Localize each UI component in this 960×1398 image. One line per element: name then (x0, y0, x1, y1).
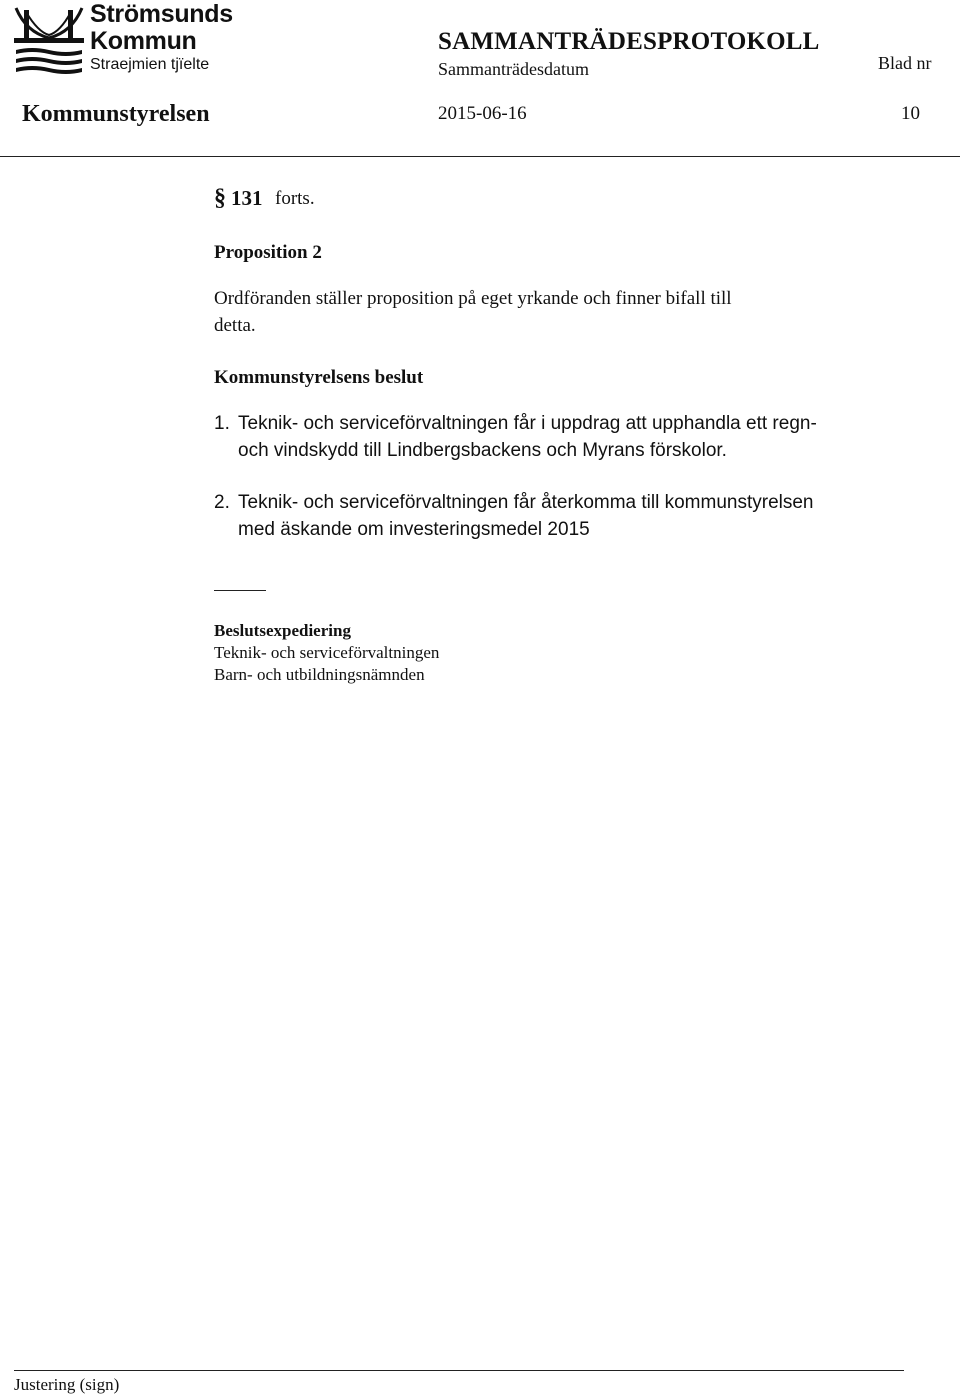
paragraph-sign: § (214, 185, 226, 211)
paragraph-continued: forts. (275, 188, 315, 209)
logo-text-line1: Strömsunds (90, 0, 233, 28)
logo-text-line3: Straejmien tjïelte (90, 56, 210, 73)
decision-number: 2. (214, 492, 230, 513)
logo-text-line2: Kommun (90, 27, 197, 55)
dispatch-heading: Beslutsexpediering (214, 621, 351, 640)
municipality-bridge-logo-icon (14, 2, 84, 80)
document-title: SAMMANTRÄDESPROTOKOLL (438, 28, 820, 55)
meeting-date-label: Sammanträdesdatum (438, 59, 589, 79)
sheet-number-label: Blad nr (878, 53, 932, 73)
decision-number: 1. (214, 413, 230, 434)
proposition-text-line: detta. (214, 315, 256, 336)
dispatch-recipient: Teknik- och serviceförvaltningen (214, 643, 440, 662)
signature-label: Justering (sign) (14, 1375, 120, 1394)
footer-divider (14, 1370, 904, 1371)
dispatch-recipient: Barn- och utbildningsnämnden (214, 665, 425, 684)
proposition-heading: Proposition 2 (214, 242, 322, 263)
paragraph-number: 131 (231, 186, 263, 210)
header-divider (0, 156, 960, 157)
decision-text-line: med äskande om investeringsmedel 2015 (238, 519, 590, 540)
decision-text-line: Teknik- och serviceförvaltningen får i uppdrag att upphandla ett regn- (238, 413, 817, 434)
section-divider (214, 590, 266, 591)
sheet-number: 10 (901, 103, 920, 124)
decision-text-line: och vindskydd till Lindbergsbackens och Myrans förskolor. (238, 440, 727, 461)
proposition-text-line: Ordföranden ställer proposition på eget yrkande och finner bifall till (214, 288, 732, 309)
decision-text-line: Teknik- och serviceförvaltningen får återkomma till kommunstyrelsen (238, 492, 814, 513)
decision-heading: Kommunstyrelsens beslut (214, 367, 424, 388)
organization-name: Kommunstyrelsen (22, 101, 210, 127)
meeting-date: 2015-06-16 (438, 103, 527, 124)
